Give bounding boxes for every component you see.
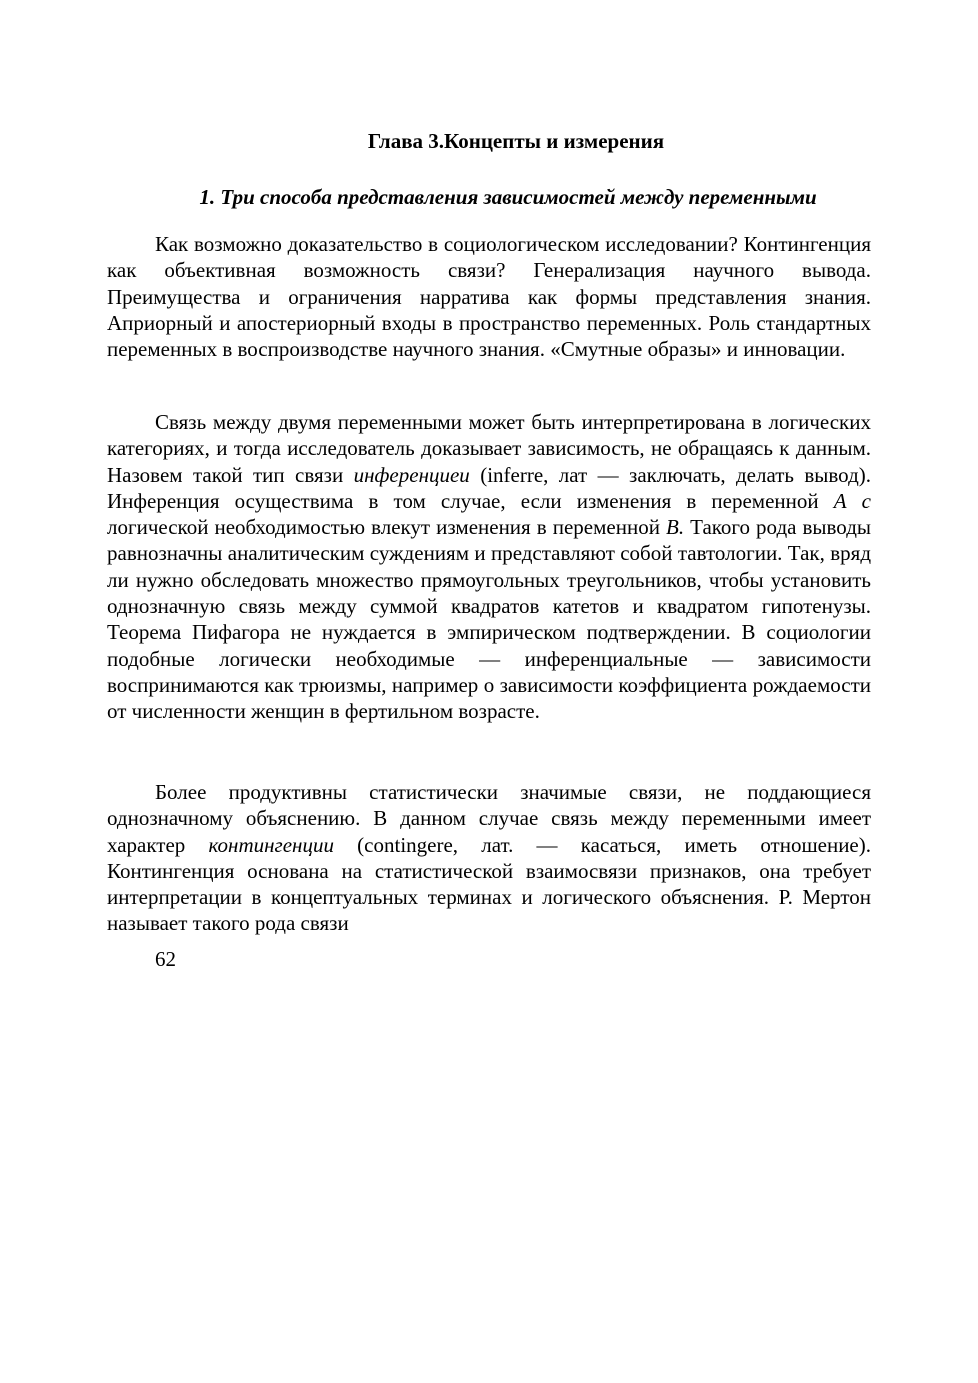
page-number: 62 bbox=[155, 947, 176, 971]
variable-a: А с bbox=[833, 488, 871, 513]
chapter-title: Глава 3.Концепты и измерения bbox=[367, 129, 665, 153]
section-title: 1. Три способа представления зависимостей между переменными bbox=[199, 185, 817, 209]
text-run: (inferre, лат — заключать, делать вывод). Инференция осуществима в том случае, если изменения в переменной bbox=[107, 462, 871, 513]
paragraph-intro: Как возможно доказательство в социологическом исследовании? Контингенция как объективная возможность связи? Генерализация научного вывода. Преимущества и ограничения нарратива как формы представления знания. Априорный и апостериорный входы в пространство переменных. Роль стандартных переменных в воспроизводстве научного знания. «Смутные образы» и инновации. bbox=[107, 232, 871, 362]
text-run: Связь между двумя переменными может быть интерпретирована в логических категориях, и тогда исследователь доказывает зависимость, не обращаясь к данным. Назовем такой тип связи bbox=[107, 410, 871, 487]
text-run: (contingere, лат. — касаться, иметь отношение). Контингенция основана на статистической взаимосвязи признаков, она требует интерпретации в концептуальных терминах и логического объяснения. Р. Мертон называет такого рода связи bbox=[107, 832, 871, 936]
paragraph-contingency bbox=[107, 779, 871, 937]
text-run: Более продуктивны статистически значимые связи, не поддающиеся однозначному объяснению. В данном случае связь между переменными имеет характер bbox=[107, 780, 871, 857]
text-run: логической необходимостью влекут изменения в переменной bbox=[107, 515, 666, 540]
variable-b: В. bbox=[666, 515, 685, 540]
text-run: Такого рода выводы равнозначны аналитическим суждениям и представляют собой тавтологии. Так, вряд ли нужно обследовать множество прямоугольных треугольников, чтобы установить однозначную связь между суммой квадратов катетов и квадратом гипотенузы. Теорема Пифагора не нуждается в эмпирическом подтверждении. В социологии подобные логически необходимые — инференциальные — зависимости воспринимаются как трюизмы, например о зависимости коэффициента рождаемости от численности женщин в фертильном возрасте. bbox=[107, 515, 871, 724]
paragraph-inference bbox=[107, 409, 871, 725]
term-inference: инференциеи bbox=[353, 462, 470, 487]
term-contingency: контингенции bbox=[208, 832, 334, 857]
